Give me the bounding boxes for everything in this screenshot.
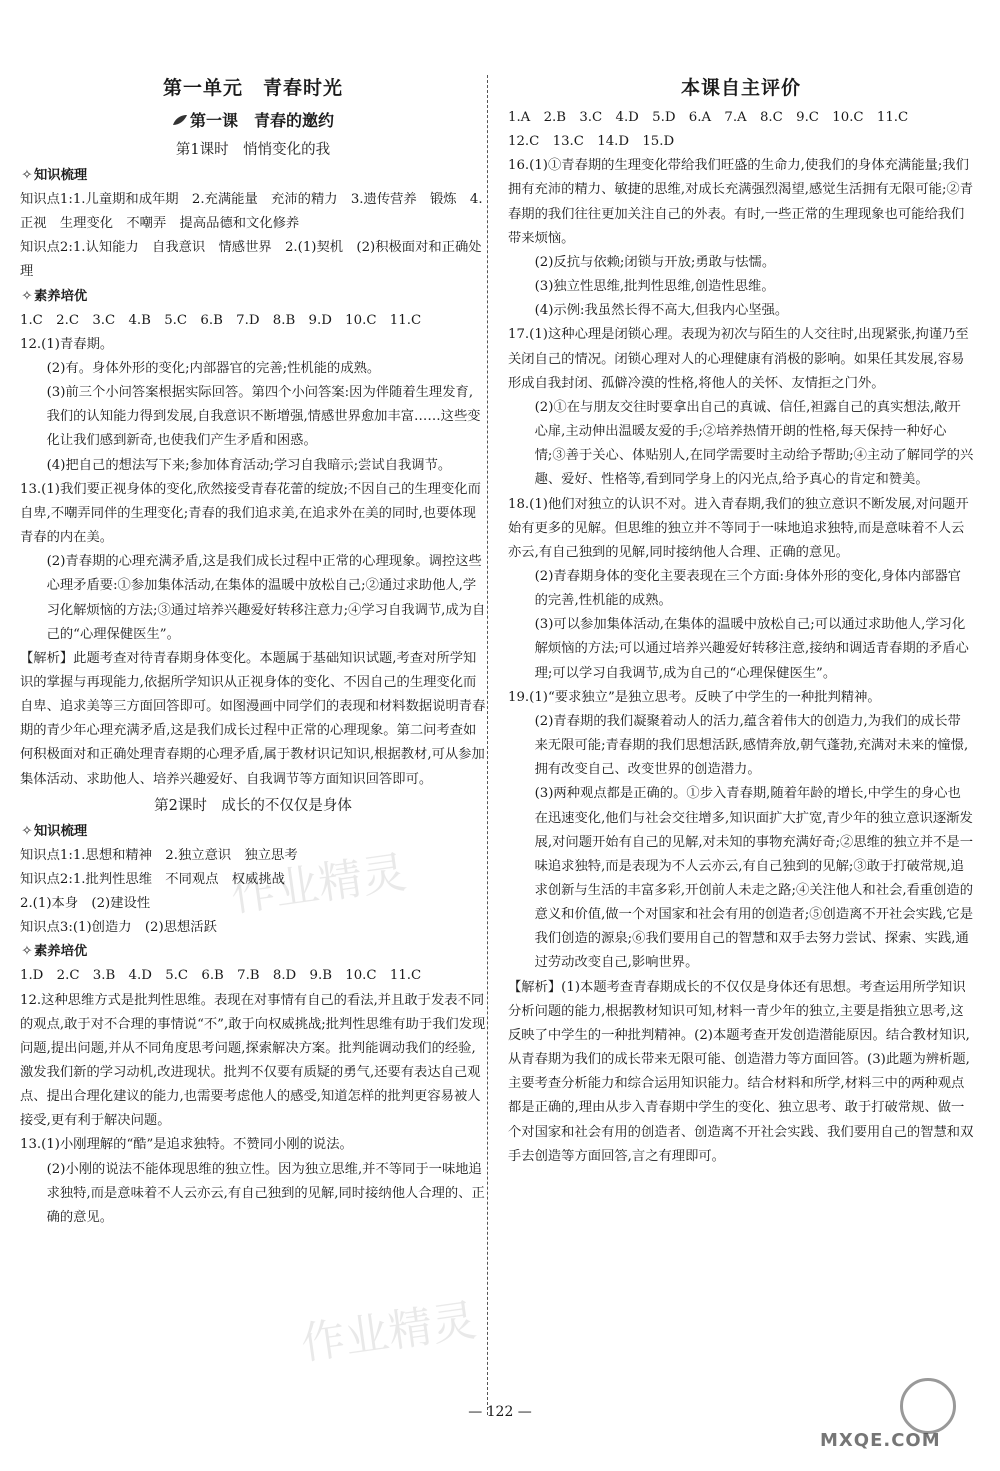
answer-line: 13.(1)小刚理解的“酷”是追求独特。不赞同小刚的说法。 [20, 1137, 353, 1153]
answer-line: (2)小刚的说法不能体现思维的独立性。因为独立思维,并不等同于一味地追求独特,而是意味着不人云亦云,有自己独到的见解,同时接纳他人合理的、正确的意见。 [46, 1161, 485, 1225]
paragraph: 2.(1)本身 (2)建设性 [20, 896, 151, 912]
paragraph: 知识点2:1.认知能力 自我意识 情感世界 2.(1)契机 (2)积极面对和正确处理 [20, 240, 482, 280]
answer-line: (3)可以参加集体活动,在集体的温暖中放松自己;可以通过求助他人,学习化解烦恼的方法;可以通过培养兴趣爱好转移注意,接纳和调适青春期的矛盾心理;可以学习自我调节,成为自己的“心理保健医生”。 [534, 617, 969, 681]
section-heading [20, 285, 486, 309]
section-heading-text: 知识梳理 [34, 823, 88, 839]
diamond-icon: ✧ [21, 823, 33, 839]
choice-answers: 1.D 2.C 3.B 4.D 5.C 6.B 7.B 8.D 9.B 10.C 11.C [20, 968, 422, 984]
answer-line: (2)青春期的心理充满矛盾,这是我们成长过程中正常的心理现象。调控这些心理矛盾要:①参加集体活动,在集体的温暖中放松自己;②通过求助他人,学习化解烦恼的方法;③通过培养兴趣爱好转移注意力;④学习自我调节,成为自己的“心理保健医生”。 [46, 554, 486, 642]
answer-line: (4)把自己的想法写下来;参加体育活动;学习自我暗示;尝试自我调节。 [46, 457, 452, 473]
answer-line: (2)反抗与依赖;闭锁与开放;勇敢与怯懦。 [534, 254, 776, 270]
section-heading [20, 164, 486, 188]
lesson-title-text: 第一课 青春的邀约 [189, 111, 334, 130]
diamond-icon: ✧ [21, 168, 33, 183]
analysis: 【解析】此题考查对待青春期身体变化。本题属于基础知识试题,考查对所学知识的掌握与再现能力,依据所学知识从正视身体的变化、不因自己的生理变化而自卑、追求美等三方面回答即可。如图漫画中同学们的表现和材料数据说明青春期的青少年心理充满矛盾,这是我们成长过程中正常的心理现象。第二问考查如何积极面对和正确处理青春期的心理矛盾,属于教材识记知识,根据教材,可从参加集体活动、求助他人、培养兴趣爱好、自我调节等方面知识回答即可。 [20, 650, 486, 787]
answer-line: (2)①在与朋友交往时要拿出自己的真诚、信任,袒露自己的真实想法,敞开心扉,主动伸出温暖友爱的手;②培养热情开朗的性格,每天保持一种好心情;③善于关心、体贴别人,在同学需要时主动给予帮助;④主动了解同学的兴趣、爱好、性格等,看到同学身上的闪光点,给予真心的肯定和赞美。 [534, 399, 974, 488]
watermark: 作业精灵 [227, 846, 410, 922]
answer-line: 12.这种思维方式是批判性思维。表现在对事情有自己的看法,并且敢于发表不同的观点,敢于对不合理的事情说“不”,敢于向权威挑战;批判性思维有助于我们发现问题,提出问题,并从不同角度思考问题,探索解决方案。批判能调动我们的经验,激发我们新的学习动机,改进现状。批判不仅要有质疑的勇气,还要有表达自己观点、提出合理化建议的能力,也需要考虑他人的感受,知道怎样的批判更容易被人接受,更有利于解决问题。 [20, 992, 486, 1129]
analysis: 【解析】(1)本题考查青春期成长的不仅仅是身体还有思想。考查运用所学知识分析问题的能力,根据教材知识可知,材料一青少年的独立,主要是指独立思考,这反映了中学生的一种批判精神。(2)本题考查开发创造潜能原因。结合教材知识,从青春期为我们的成长带来无限可能、创造潜力等方面回答。(3)此题为辨析题,主要考查分析能力和综合运用知识能力。结合材料和所学,材料三中的两种观点都是正确的,理由从步入青春期中学生的变化、独立思考、敢于打破常规、做一个对国家和社会有用的创造者、创造离不开社会实践、我们要用自己的智慧和双手去创造等方面回答,言之有理即可。 [508, 979, 974, 1164]
section-heading-text: 素养培优 [34, 944, 88, 960]
logo-circle-icon [900, 1378, 956, 1434]
paragraph: 知识点1:1.儿童期和成年期 2.充满能量 充沛的精力 3.遗传营养 锻炼 4.正视 生理变化 不嘲弄 提高品德和文化修养 [20, 192, 483, 232]
answer-line: 17.(1)这种心理是闭锁心理。表现为初次与陌生的人交往时,出现紧张,拘谨乃至关闭自己的情况。闭锁心理对人的心理健康有消极的影响。如果任其发展,容易形成自我封闭、孤僻冷漠的性格,将他人的关怀、友情拒之门外。 [508, 327, 969, 391]
answer-line: 19.(1)“要求独立”是独立思考。反映了中学生的一种批判精神。 [508, 689, 881, 705]
section-heading-text: 素养培优 [34, 288, 88, 304]
answer-line: (3)前三个小问答案根据实际回答。第四个小问答案:因为伴随着生理发育,我们的认知能力得到发展,自我意识不断增强,情感世界愈加丰富……这些变化让我们感到新奇,也使我们产生矛盾和困惑。 [46, 385, 481, 449]
section-heading [20, 820, 486, 844]
paragraph: 知识点1:1.思想和精神 2.独立意识 独立思考 [20, 847, 298, 863]
section-heading [20, 940, 486, 964]
choice-answers: 1.C 2.C 3.C 4.B 5.C 6.B 7.D 8.B 9.D 10.C 11.C [20, 312, 422, 328]
period2-title: 第2课时 成长的不仅仅是身体 [154, 797, 352, 814]
leaf-icon [172, 106, 188, 118]
answer-line: (3)两种观点都是正确的。①步入青春期,随着年龄的增长,中学生的身心也在迅速变化,他们与社会交往增多,知识面扩大扩宽,青少年的独立意识逐渐发展,对问题开始有自己的见解,对未知的事物充满好奇;②思维的独立并不是一味追求独特,而是表现为不人云亦云,有自己独到的见解;③敢于打破常规,追求创新与生活的丰富多彩,开创前人未走之路;④关注他人和社会,看重创造的意义和价值,做一个对国家和社会有用的创造者;⑤创造离不开社会实践,它是我们创造的源泉;⑥我们要用自己的智慧和双手去努力尝试、探索、实践,通过劳动改变自己,影响世界。 [534, 786, 974, 971]
diamond-icon: ✧ [21, 288, 33, 304]
answer-line: 12.(1)青春期。 [20, 336, 114, 352]
answer-line: (2)有。身体外形的变化;内部器官的完善;性机能的成熟。 [46, 360, 381, 376]
watermark: 作业精灵 [297, 1294, 480, 1370]
answer-line: 13.(1)我们要正视身体的变化,欣然接受青春花蕾的绽放;不因自己的生理变化而自卑,不嘲弄同伴的生理变化;青春的我们追求美,在追求外在美的同时,也要体现青春的内在美。 [20, 481, 481, 546]
column-divider [487, 75, 488, 1415]
right-column [508, 70, 974, 1169]
answer-line: 18.(1)他们对独立的认识不对。进入青春期,我们的独立意识不断发展,对问题开始有更多的见解。但思维的独立并不等同于一味地追求独特,而是意味着不人云亦云,有自己独到的见解,同时接纳他人合理、正确的意见。 [508, 496, 969, 560]
logo-text: MXQE.COM [820, 1430, 941, 1451]
paragraph: 知识点2:1.批判性思维 不同观点 权威挑战 [20, 871, 285, 887]
left-column [20, 70, 486, 1230]
answer-line: (3)独立性思维,批判性思维,创造性思维。 [534, 279, 775, 295]
answer-line: (2)青春期身体的变化主要表现在三个方面:身体外形的变化,身体内部器官的完善,性机能的成熟。 [534, 568, 962, 609]
diamond-icon: ✧ [21, 944, 33, 960]
unit-title: 第一单元 青春时光 [162, 77, 343, 99]
self-evaluation-title: 本课自主评价 [680, 77, 801, 99]
choice-answers: 12.C 13.C 14.D 15.D [508, 134, 675, 150]
answer-line: 16.(1)①青春期的生理变化带给我们旺盛的生命力,使我们的身体充满能量;我们拥有充沛的精力、敏捷的思维,对成长充满强烈渴望,感觉生活拥有无限可能;②青春期的我们往往更加关注自己的外表。有时,一些正常的生理现象也可能给我们带来烦恼。 [508, 158, 974, 246]
choice-answers: 1.A 2.B 3.C 4.D 5.D 6.A 7.A 8.C 9.C 10.C 11.C [508, 110, 909, 125]
answer-line: (2)青春期的我们凝聚着动人的活力,蕴含着伟大的创造力,为我们的成长带来无限可能;青春期的我们思想活跃,感情奔放,朝气蓬勃,充满对未来的憧憬,拥有改变自己、改变世界的创造潜力。 [534, 713, 969, 778]
period1-title: 第1课时 悄悄变化的我 [175, 142, 331, 158]
paragraph: 知识点3:(1)创造力 (2)思想活跃 [20, 920, 217, 936]
site-logo [820, 1378, 980, 1458]
section-heading-text: 知识梳理 [34, 168, 88, 183]
answer-line: (4)示例:我虽然长得不高大,但我内心坚强。 [534, 303, 789, 319]
page-number: — 122 — [468, 1404, 532, 1420]
lesson-title [20, 106, 486, 136]
